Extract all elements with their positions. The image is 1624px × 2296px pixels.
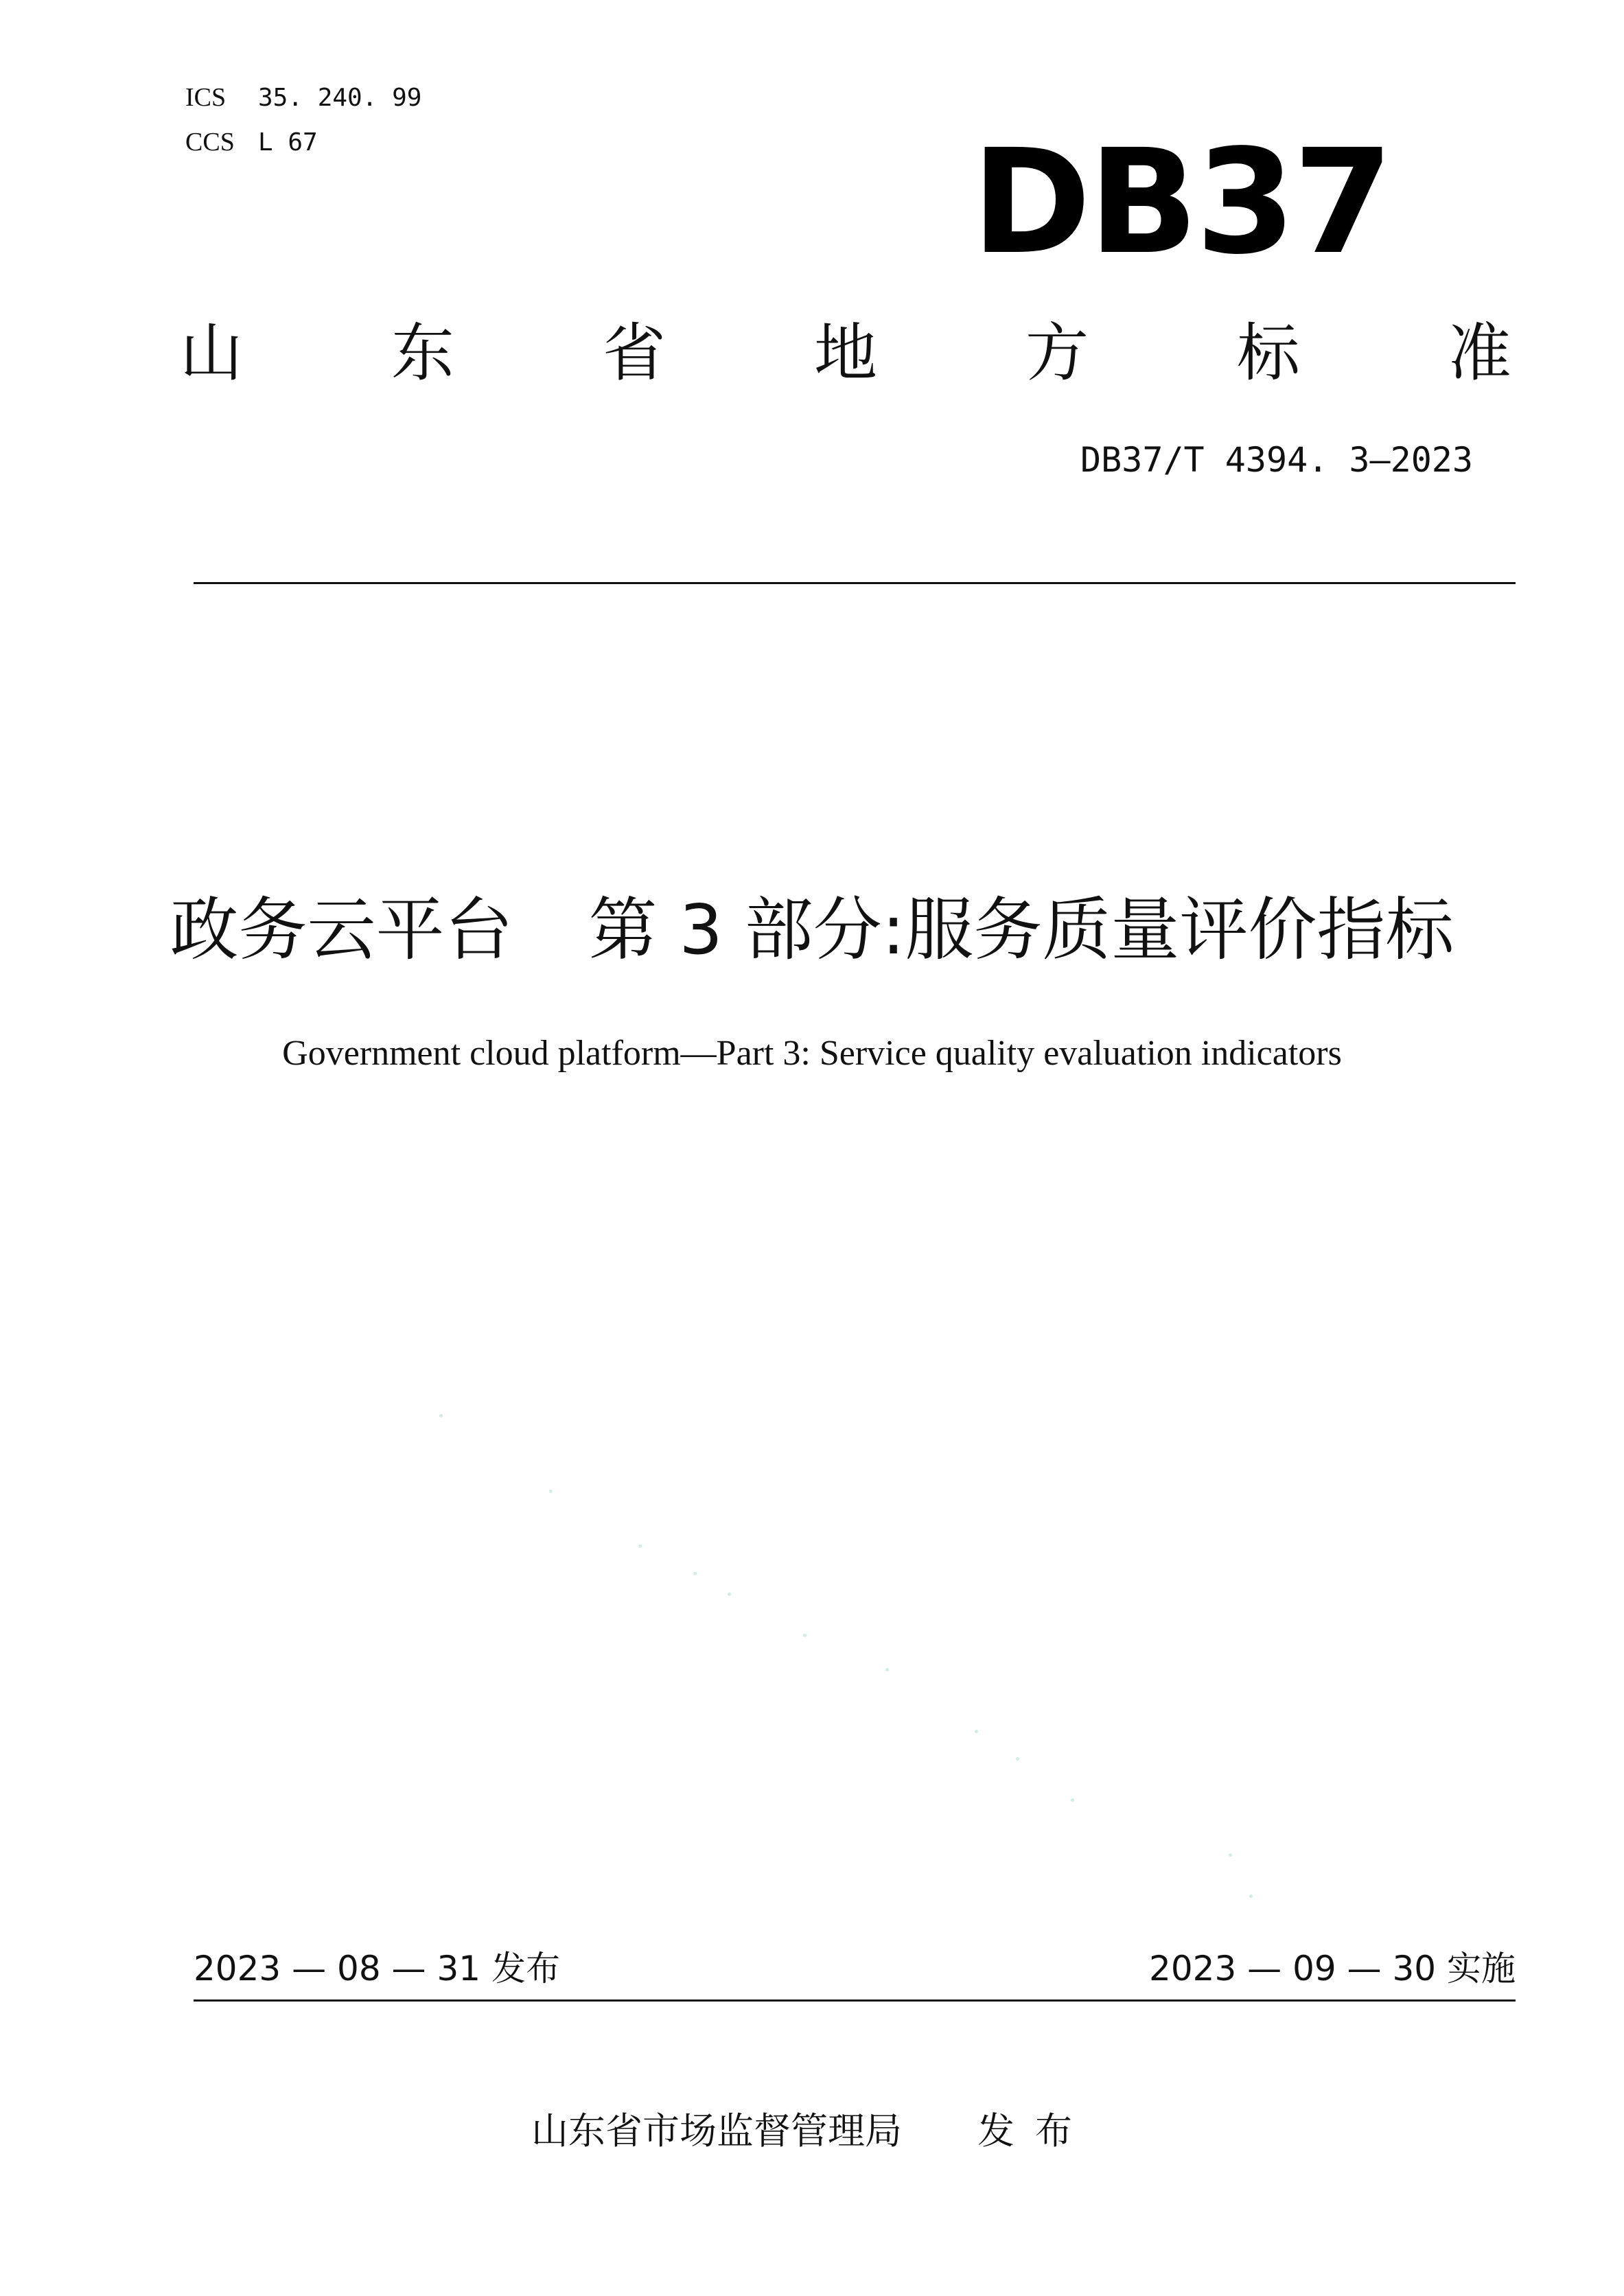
standard-type-char: 地	[813, 316, 877, 390]
publish-date: 2023 — 08 — 31 发布	[194, 1949, 560, 1988]
chinese-title-main: 政务云平台	[170, 890, 513, 970]
standard-type-char: 省	[602, 316, 666, 390]
standard-number: DB37/T 4394. 3—2023	[1080, 440, 1473, 480]
standard-type-char: 方	[1025, 316, 1089, 390]
english-title: Government cloud platform—Part 3: Service quality evaluation indicators	[282, 1034, 1342, 1073]
db37-logo: DB37	[971, 118, 1391, 286]
ccs-label: CCS	[185, 128, 235, 156]
ics-label: ICS	[185, 83, 227, 112]
bottom-divider	[194, 1999, 1516, 2002]
standard-type-heading	[180, 316, 1511, 391]
chinese-title	[0, 885, 1624, 975]
ics-value: 35. 240. 99	[258, 84, 422, 112]
classification-codes	[185, 76, 421, 165]
ics-row	[185, 76, 421, 120]
top-divider	[194, 582, 1516, 584]
standard-type-char: 东	[391, 316, 454, 390]
standard-type-char: 准	[1448, 316, 1511, 390]
ccs-row	[185, 120, 421, 165]
issuer-action: 发布	[977, 2109, 1093, 2153]
implement-date: 2023 — 09 — 30 实施	[1149, 1949, 1516, 1988]
issuer-line	[0, 2107, 1624, 2155]
issuer-name: 山东省市场监督管理局	[531, 2109, 902, 2153]
standard-type-char: 山	[180, 316, 244, 390]
standard-type-char: 标	[1236, 316, 1300, 390]
chinese-title-part: 第 3 部分:服务质量评价指标	[588, 890, 1454, 970]
ccs-value: L 67	[258, 128, 318, 156]
